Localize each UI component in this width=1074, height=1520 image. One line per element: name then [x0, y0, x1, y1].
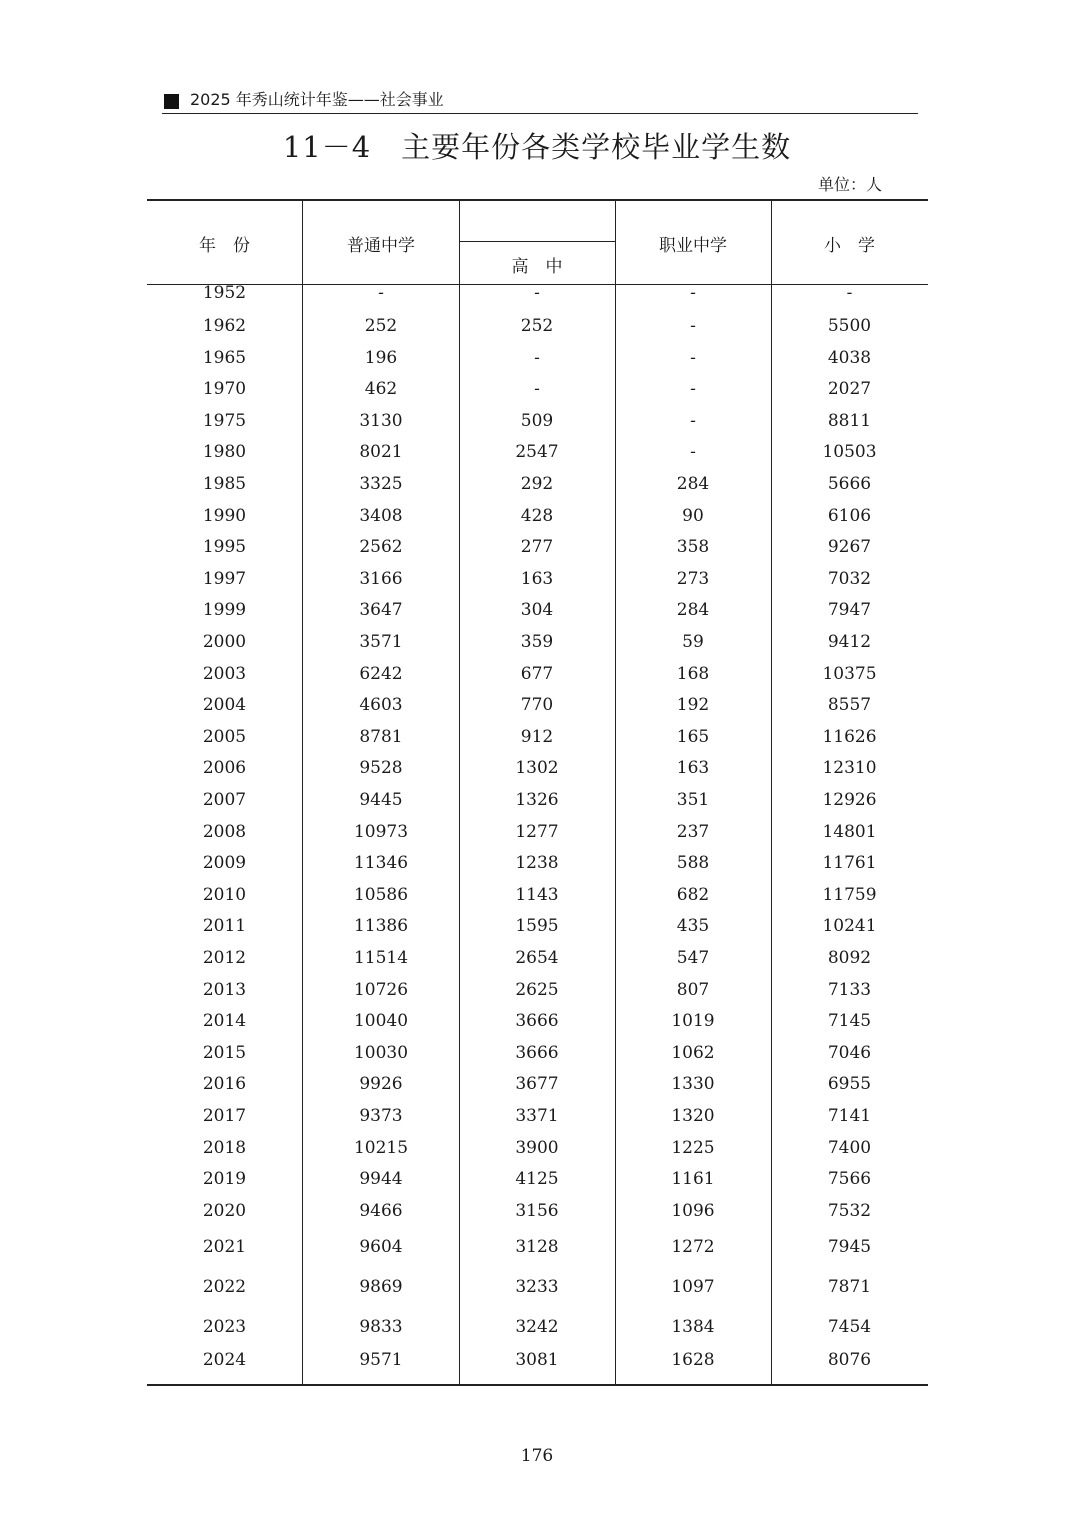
cell-vocational: 435	[676, 916, 710, 936]
cell-general-middle: 3325	[359, 474, 403, 494]
cell-primary: 7400	[827, 1138, 872, 1158]
table-row	[147, 1347, 928, 1373]
cell-general-middle: 9466	[359, 1201, 403, 1221]
cell-senior-high: -	[534, 283, 540, 303]
cell-senior-high: 1277	[515, 822, 559, 842]
table-title-text: 主要年份各类学校毕业学生数	[401, 130, 792, 164]
cell-general-middle: 9926	[359, 1074, 403, 1094]
running-head	[162, 90, 918, 114]
cell-senior-high: 1595	[515, 916, 559, 936]
table-row	[147, 408, 928, 434]
cell-general-middle: 252	[364, 316, 398, 336]
cell-general-middle: 10040	[353, 1011, 409, 1031]
cell-year: 1962	[202, 316, 247, 336]
table-row	[147, 503, 928, 529]
cell-general-middle: 11386	[353, 916, 409, 936]
cell-general-middle: 11346	[353, 853, 409, 873]
table-row	[147, 661, 928, 687]
cell-primary: 7566	[827, 1169, 872, 1189]
cell-vocational: 284	[676, 600, 710, 620]
cell-vocational: 1330	[671, 1074, 715, 1094]
table-row	[147, 977, 928, 1003]
cell-general-middle: 6242	[359, 664, 403, 684]
cell-primary: 9267	[827, 537, 872, 557]
cell-primary: 8092	[827, 948, 872, 968]
cell-primary: 7945	[827, 1237, 872, 1257]
cell-primary: 8557	[827, 695, 872, 715]
cell-year: 1970	[202, 379, 247, 399]
cell-general-middle: 462	[364, 379, 398, 399]
cell-year: 2010	[202, 885, 247, 905]
cell-year: 2022	[202, 1277, 247, 1297]
cell-vocational: 1320	[671, 1106, 715, 1126]
cell-vocational: 59	[682, 632, 704, 652]
cell-year: 1995	[202, 537, 247, 557]
cell-primary: 10241	[822, 916, 877, 936]
header-senior-high: 高 中	[511, 257, 563, 277]
cell-year: 1975	[202, 411, 247, 431]
cell-senior-high: 1238	[515, 853, 559, 873]
cell-senior-high: 677	[520, 664, 554, 684]
cell-senior-high: 2547	[515, 442, 559, 462]
cell-vocational: 351	[676, 790, 710, 810]
cell-senior-high: 3666	[515, 1011, 559, 1031]
cell-primary: 7141	[827, 1106, 872, 1126]
cell-senior-high: -	[534, 348, 540, 368]
cell-year: 1990	[202, 506, 247, 526]
table-row	[147, 1274, 928, 1300]
cell-senior-high: 277	[520, 537, 554, 557]
cell-primary: 9412	[827, 632, 872, 652]
cell-senior-high: 3900	[515, 1138, 559, 1158]
cell-senior-high: 359	[520, 632, 554, 652]
cell-general-middle: 9833	[359, 1317, 403, 1337]
cell-general-middle: 9944	[359, 1169, 403, 1189]
cell-primary: -	[846, 283, 853, 303]
table-row	[147, 819, 928, 845]
table-row	[147, 913, 928, 939]
table-row	[147, 1008, 928, 1034]
cell-senior-high: 3242	[515, 1317, 559, 1337]
table-row	[147, 534, 928, 560]
cell-vocational: -	[690, 283, 696, 303]
cell-primary: 11626	[822, 727, 877, 747]
table-row	[147, 597, 928, 623]
cell-year: 1999	[202, 600, 247, 620]
cell-senior-high: 2654	[515, 948, 559, 968]
unit-label: 单位：人	[818, 175, 883, 194]
cell-year: 2015	[202, 1043, 247, 1063]
cell-senior-high: 1302	[515, 758, 559, 778]
cell-vocational: 284	[676, 474, 710, 494]
table-row	[147, 724, 928, 750]
subheader-rule	[459, 241, 615, 242]
cell-general-middle: 2562	[359, 537, 403, 557]
table-row	[147, 280, 928, 306]
cell-vocational: 1272	[671, 1237, 715, 1257]
cell-senior-high: 2625	[515, 980, 559, 1000]
table-row	[147, 755, 928, 781]
cell-senior-high: 252	[520, 316, 554, 336]
table-row	[147, 692, 928, 718]
table-row	[147, 1103, 928, 1129]
cell-year: 2013	[202, 980, 247, 1000]
table-row	[147, 1314, 928, 1340]
table-row	[147, 629, 928, 655]
table-row	[147, 566, 928, 592]
table-row	[147, 1135, 928, 1161]
table-row	[147, 1071, 928, 1097]
cell-vocational: 358	[676, 537, 710, 557]
cell-general-middle: 3647	[359, 600, 403, 620]
cell-vocational: 163	[676, 758, 710, 778]
cell-senior-high: 3233	[515, 1277, 559, 1297]
table-row	[147, 1040, 928, 1066]
cell-senior-high: 304	[520, 600, 554, 620]
cell-vocational: 1096	[671, 1201, 715, 1221]
cell-senior-high: 3371	[515, 1106, 559, 1126]
cell-senior-high: 163	[520, 569, 554, 589]
cell-vocational: -	[690, 411, 696, 431]
cell-primary: 7145	[827, 1011, 872, 1031]
cell-year: 2003	[202, 664, 247, 684]
header-vocational-school: 职业中学	[659, 236, 727, 256]
table-row	[147, 1198, 928, 1224]
cell-senior-high: 428	[520, 506, 554, 526]
cell-general-middle: 3166	[359, 569, 403, 589]
cell-primary: 7032	[827, 569, 872, 589]
cell-year: 2008	[202, 822, 247, 842]
cell-vocational: 1628	[671, 1350, 715, 1370]
cell-primary: 6955	[827, 1074, 872, 1094]
cell-primary: 7133	[827, 980, 872, 1000]
cell-general-middle: 3408	[359, 506, 403, 526]
cell-primary: 12926	[822, 790, 877, 810]
cell-primary: 6106	[827, 506, 872, 526]
cell-general-middle: 11514	[353, 948, 409, 968]
cell-primary: 5666	[827, 474, 872, 494]
cell-primary: 8076	[827, 1350, 872, 1370]
graduates-table	[147, 199, 928, 1386]
cell-general-middle: -	[378, 283, 384, 303]
cell-senior-high: 912	[520, 727, 554, 747]
cell-general-middle: 10586	[353, 885, 409, 905]
cell-year: 2019	[202, 1169, 247, 1189]
table-row	[147, 313, 928, 339]
cell-primary: 10503	[822, 442, 877, 462]
cell-vocational: 682	[676, 885, 710, 905]
cell-vocational: 273	[676, 569, 710, 589]
table-top-rule	[147, 199, 928, 201]
cell-primary: 7454	[827, 1317, 872, 1337]
cell-vocational: 192	[676, 695, 710, 715]
table-bottom-rule	[147, 1384, 928, 1386]
cell-vocational: 1062	[671, 1043, 715, 1063]
cell-year: 2009	[202, 853, 247, 873]
table-title	[0, 128, 1074, 166]
table-row	[147, 850, 928, 876]
table-row	[147, 787, 928, 813]
cell-vocational: 807	[676, 980, 710, 1000]
table-row	[147, 471, 928, 497]
cell-vocational: 1097	[671, 1277, 715, 1297]
cell-general-middle: 9604	[359, 1237, 403, 1257]
table-row	[147, 345, 928, 371]
cell-year: 2011	[202, 916, 247, 936]
cell-year: 1952	[202, 283, 247, 303]
header-year: 年 份	[199, 236, 250, 256]
cell-general-middle: 8021	[359, 442, 403, 462]
cell-year: 2004	[202, 695, 247, 715]
cell-primary: 4038	[827, 348, 872, 368]
cell-general-middle: 8781	[359, 727, 403, 747]
cell-vocational: 237	[676, 822, 710, 842]
cell-vocational: 165	[676, 727, 710, 747]
cell-senior-high: 770	[520, 695, 554, 715]
cell-year: 1965	[202, 348, 247, 368]
cell-general-middle: 10973	[353, 822, 409, 842]
cell-primary: 2027	[827, 379, 872, 399]
cell-year: 1980	[202, 442, 247, 462]
cell-primary: 7046	[827, 1043, 872, 1063]
cell-primary: 11761	[822, 853, 877, 873]
cell-general-middle: 3571	[359, 632, 403, 652]
cell-year: 2005	[202, 727, 247, 747]
cell-year: 2014	[202, 1011, 247, 1031]
cell-year: 2000	[202, 632, 247, 652]
cell-vocational: 1384	[671, 1317, 715, 1337]
cell-senior-high: 3677	[515, 1074, 559, 1094]
cell-senior-high: 1143	[515, 885, 559, 905]
table-row	[147, 1166, 928, 1192]
cell-year: 2016	[202, 1074, 247, 1094]
cell-senior-high: -	[534, 379, 540, 399]
cell-primary: 14801	[822, 822, 877, 842]
cell-general-middle: 196	[364, 348, 398, 368]
cell-general-middle: 9445	[359, 790, 403, 810]
cell-vocational: 1019	[671, 1011, 715, 1031]
cell-primary: 7532	[827, 1201, 872, 1221]
cell-general-middle: 4603	[359, 695, 403, 715]
cell-year: 2006	[202, 758, 247, 778]
cell-primary: 7871	[827, 1277, 872, 1297]
square-bullet-icon	[164, 94, 179, 109]
cell-vocational: -	[690, 379, 696, 399]
cell-year: 2012	[202, 948, 247, 968]
cell-year: 2021	[202, 1237, 247, 1257]
cell-general-middle: 3130	[359, 411, 403, 431]
cell-senior-high: 3666	[515, 1043, 559, 1063]
table-row	[147, 1234, 928, 1260]
cell-senior-high: 3128	[515, 1237, 559, 1257]
cell-year: 1997	[202, 569, 247, 589]
cell-primary: 8811	[827, 411, 872, 431]
cell-year: 2007	[202, 790, 247, 810]
cell-primary: 10375	[822, 664, 877, 684]
cell-senior-high: 1326	[515, 790, 559, 810]
cell-vocational: 90	[682, 506, 704, 526]
cell-vocational: 547	[676, 948, 710, 968]
table-row	[147, 882, 928, 908]
cell-primary: 12310	[822, 758, 877, 778]
running-head-text: 2025 年秀山统计年鉴——社会事业	[190, 90, 444, 109]
cell-year: 2020	[202, 1201, 247, 1221]
cell-vocational: -	[690, 442, 696, 462]
cell-vocational: 1161	[671, 1169, 715, 1189]
cell-vocational: 1225	[671, 1138, 715, 1158]
header-primary-school: 小 学	[824, 236, 875, 256]
cell-general-middle: 10215	[353, 1138, 409, 1158]
cell-general-middle: 10030	[353, 1043, 409, 1063]
cell-vocational: -	[690, 316, 696, 336]
cell-senior-high: 509	[520, 411, 554, 431]
cell-year: 1985	[202, 474, 247, 494]
cell-primary: 11759	[822, 885, 877, 905]
cell-senior-high: 4125	[515, 1169, 559, 1189]
header-general-middle-school: 普通中学	[347, 236, 415, 256]
cell-primary: 7947	[827, 600, 872, 620]
cell-vocational: -	[690, 348, 696, 368]
cell-general-middle: 9528	[359, 758, 403, 778]
cell-general-middle: 9869	[359, 1277, 403, 1297]
table-row	[147, 376, 928, 402]
table-row	[147, 439, 928, 465]
cell-vocational: 588	[676, 853, 710, 873]
cell-year: 2024	[202, 1350, 247, 1370]
cell-vocational: 168	[676, 664, 710, 684]
cell-senior-high: 3081	[515, 1350, 559, 1370]
cell-general-middle: 10726	[353, 980, 409, 1000]
table-number: 11－4	[282, 130, 372, 164]
cell-primary: 5500	[827, 316, 872, 336]
cell-year: 2023	[202, 1317, 247, 1337]
cell-general-middle: 9373	[359, 1106, 403, 1126]
table-row	[147, 945, 928, 971]
cell-senior-high: 3156	[515, 1201, 559, 1221]
header-rule	[162, 113, 918, 114]
cell-senior-high: 292	[520, 474, 554, 494]
cell-year: 2018	[202, 1138, 247, 1158]
cell-year: 2017	[202, 1106, 247, 1126]
page-number: 176	[520, 1446, 554, 1466]
cell-general-middle: 9571	[359, 1350, 403, 1370]
